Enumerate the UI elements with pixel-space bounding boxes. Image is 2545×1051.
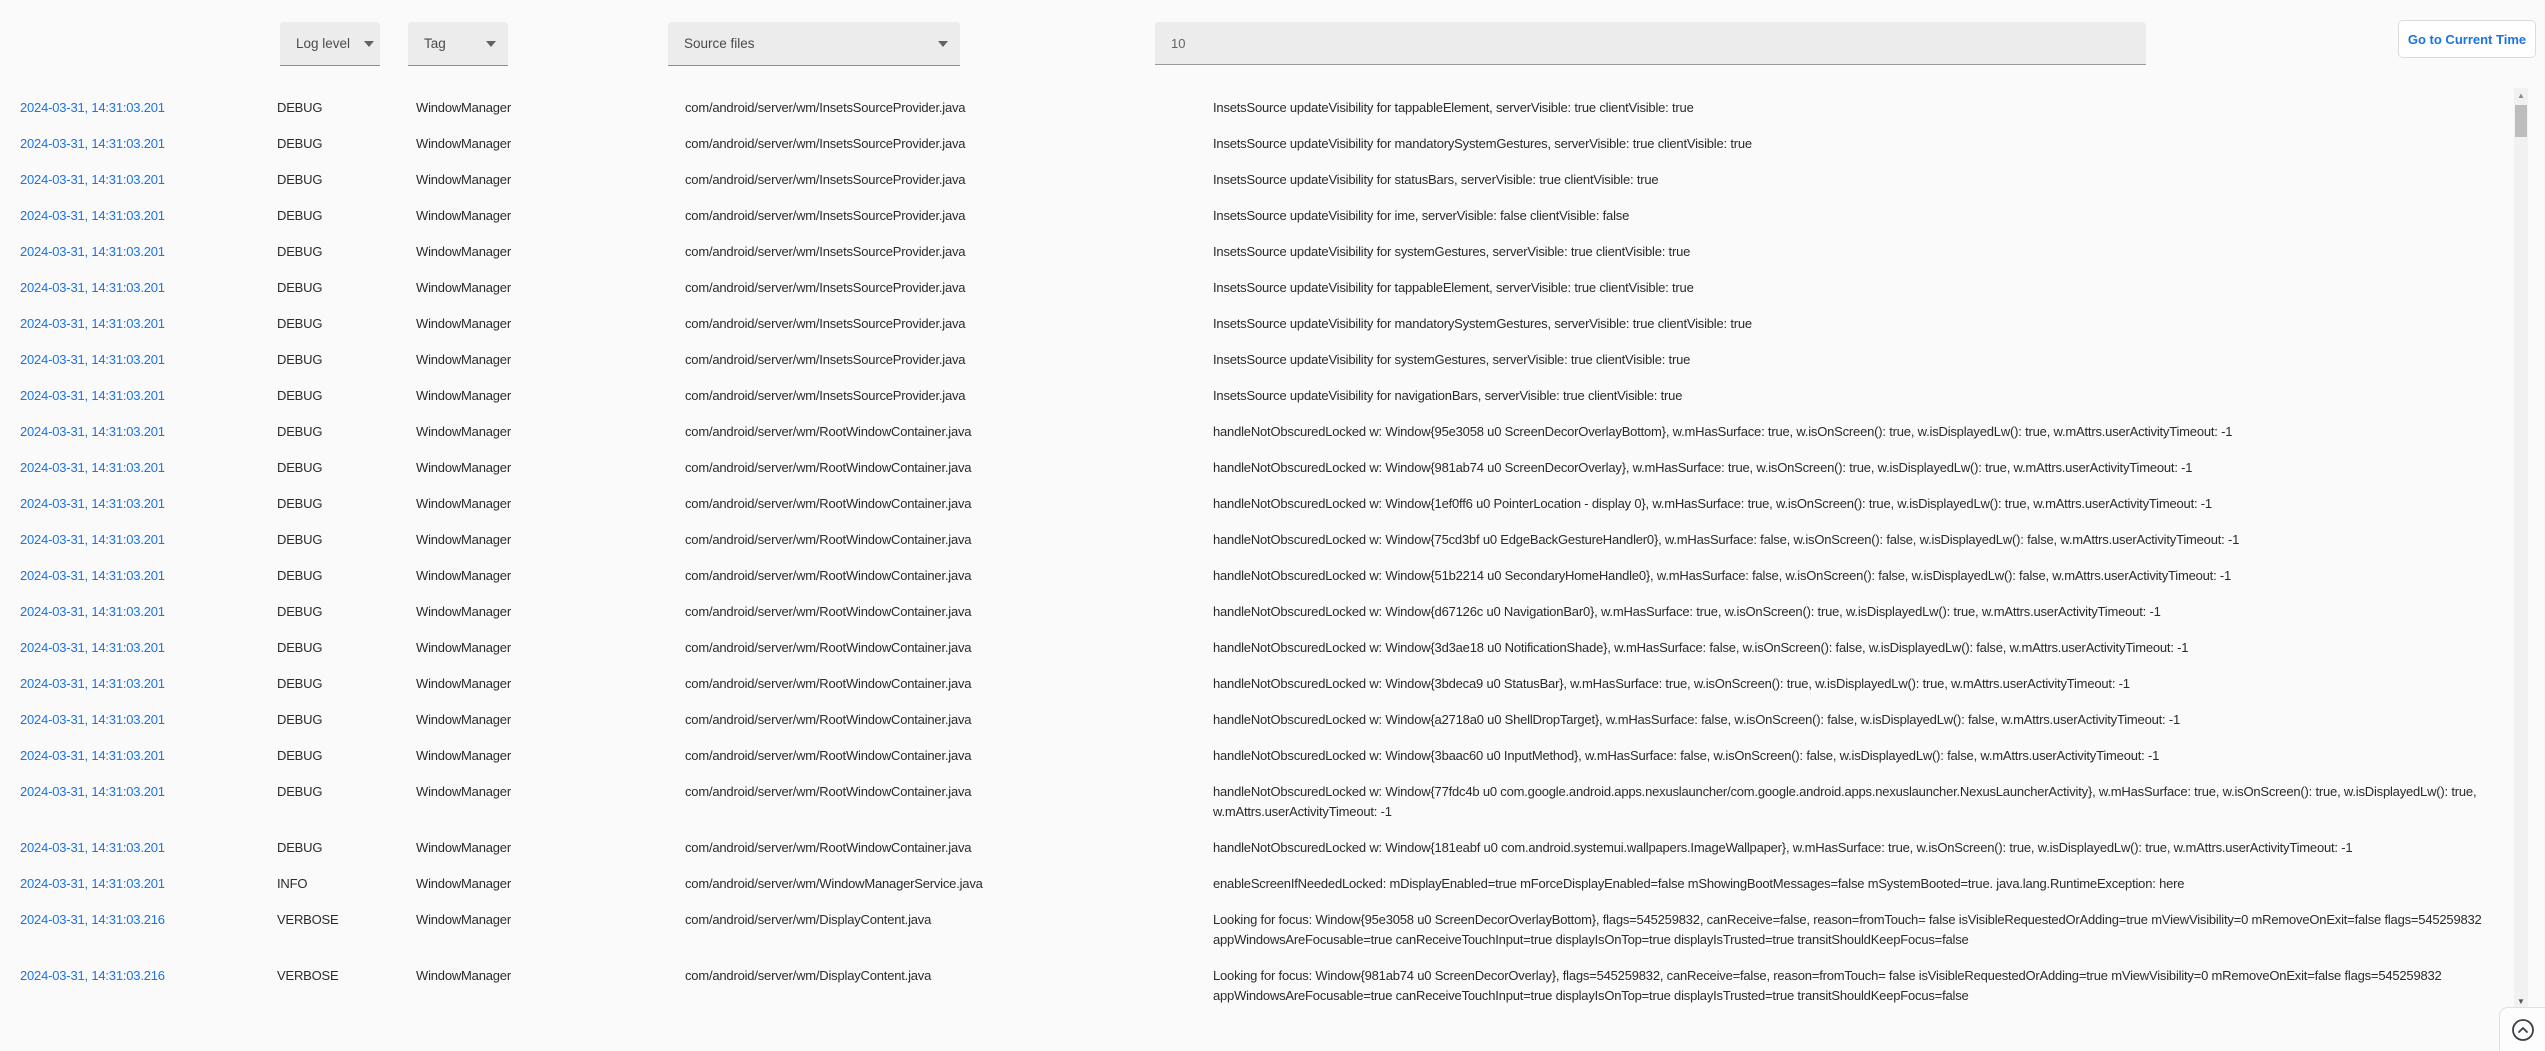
log-timestamp-link[interactable]: 2024-03-31, 14:31:03.201 [20, 280, 165, 295]
log-row [0, 486, 2545, 522]
log-row [0, 866, 2545, 902]
log-row [0, 774, 2545, 830]
log-row [0, 830, 2545, 866]
log-source-file: com/android/server/wm/InsetsSourceProvider.java [685, 208, 966, 223]
log-row [0, 738, 2545, 774]
log-tag: WindowManager [416, 316, 511, 331]
log-level: DEBUG [277, 640, 323, 655]
scroll-to-top-button[interactable] [2510, 1017, 2536, 1043]
source-files-select-label: Source files [684, 36, 755, 51]
log-level: VERBOSE [277, 912, 339, 927]
log-source-file: com/android/server/wm/InsetsSourceProvider.java [685, 136, 966, 151]
chevron-down-icon [938, 41, 948, 47]
log-source-file: com/android/server/wm/InsetsSourceProvider.java [685, 316, 966, 331]
log-message: InsetsSource updateVisibility for systemGestures, serverVisible: true clientVisible: true [1213, 352, 1691, 367]
log-level-select[interactable] [280, 22, 380, 66]
log-level: DEBUG [277, 388, 323, 403]
log-timestamp-link[interactable]: 2024-03-31, 14:31:03.201 [20, 840, 165, 855]
log-message: handleNotObscuredLocked w: Window{51b2214 u0 SecondaryHomeHandle0}, w.mHasSurface: false, w.isOnScreen(): false, w.isDisplayedLw(): false, w.mAttrs.userActivityTimeout: -1 [1213, 568, 2232, 583]
log-source-file: com/android/server/wm/RootWindowContainer.java [685, 840, 972, 855]
log-timestamp-link[interactable]: 2024-03-31, 14:31:03.201 [20, 876, 165, 891]
log-message: Looking for focus: Window{981ab74 u0 ScreenDecorOverlay}, flags=545259832, canReceive=false, reason=fromTouch= false isVisibleRequestedOrAdding=true mViewVisibility=0 mRemoveOnExit=false flags=545259832 appWindowsAreFocusable=true canReceiveTouchInput=true displayIsOnTop=true displayIsTrusted=true transitShouldKeepFocus=false [1213, 968, 2442, 1003]
log-message: InsetsSource updateVisibility for tappableElement, serverVisible: true clientVisible: true [1213, 100, 1694, 115]
log-level: DEBUG [277, 424, 323, 439]
log-tag: WindowManager [416, 568, 511, 583]
log-timestamp-link[interactable]: 2024-03-31, 14:31:03.216 [20, 968, 165, 983]
log-row [0, 126, 2545, 162]
log-message: handleNotObscuredLocked w: Window{95e3058 u0 ScreenDecorOverlayBottom}, w.mHasSurface: true, w.isOnScreen(): true, w.isDisplayedLw(): true, w.mAttrs.userActivityTimeout: -1 [1213, 424, 2233, 439]
log-tag: WindowManager [416, 208, 511, 223]
log-row [0, 378, 2545, 414]
log-timestamp-link[interactable]: 2024-03-31, 14:31:03.201 [20, 640, 165, 655]
log-timestamp-link[interactable]: 2024-03-31, 14:31:03.216 [20, 912, 165, 927]
log-tag: WindowManager [416, 876, 511, 891]
log-source-file: com/android/server/wm/RootWindowContainer.java [685, 784, 972, 799]
log-timestamp-link[interactable]: 2024-03-31, 14:31:03.201 [20, 316, 165, 331]
scrollbar-thumb[interactable] [2515, 105, 2527, 137]
log-tag: WindowManager [416, 280, 511, 295]
log-tag: WindowManager [416, 136, 511, 151]
log-timestamp-link[interactable]: 2024-03-31, 14:31:03.201 [20, 676, 165, 691]
log-tag: WindowManager [416, 748, 511, 763]
log-source-file: com/android/server/wm/DisplayContent.java [685, 912, 932, 927]
log-source-file: com/android/server/wm/RootWindowContainer.java [685, 676, 972, 691]
log-message: handleNotObscuredLocked w: Window{1ef0ff6 u0 PointerLocation - display 0}, w.mHasSurface: true, w.isOnScreen(): true, w.isDisplayedLw(): true, w.mAttrs.userActivityTimeout: -1 [1213, 496, 2212, 511]
log-tag: WindowManager [416, 840, 511, 855]
log-level: DEBUG [277, 676, 323, 691]
log-row [0, 270, 2545, 306]
log-row [0, 234, 2545, 270]
scrollbar-up-arrow-icon[interactable]: ▲ [2517, 90, 2525, 100]
log-message: Looking for focus: Window{95e3058 u0 ScreenDecorOverlayBottom}, flags=545259832, canReceive=false, reason=fromTouch= false isVisibleRequestedOrAdding=true mViewVisibility=0 mRemoveOnExit=false flags=545259832 appWindowsAreFocusable=true canReceiveTouchInput=true displayIsOnTop=true displayIsTrusted=true transitShouldKeepFocus=false [1213, 912, 2482, 947]
log-level: DEBUG [277, 784, 323, 799]
log-message: handleNotObscuredLocked w: Window{3d3ae18 u0 NotificationShade}, w.mHasSurface: false, w.isOnScreen(): false, w.isDisplayedLw(): false, w.mAttrs.userActivityTimeout: -1 [1213, 640, 2189, 655]
log-level: DEBUG [277, 316, 323, 331]
log-message: handleNotObscuredLocked w: Window{d67126c u0 NavigationBar0}, w.mHasSurface: true, w.isOnScreen(): true, w.isDisplayedLw(): true, w.mAttrs.userActivityTimeout: -1 [1213, 604, 2161, 619]
log-message: handleNotObscuredLocked w: Window{77fdc4b u0 com.google.android.apps.nexuslauncher/com.google.android.apps.nexuslauncher.NexusLauncherActivity}, w.mHasSurface: true, w.isOnScreen(): true, w.isDisplayedLw(): true, w.mAttrs.userActivityTimeout: -1 [1213, 784, 2477, 819]
log-timestamp-link[interactable]: 2024-03-31, 14:31:03.201 [20, 136, 165, 151]
tag-select[interactable] [408, 22, 508, 66]
log-timestamp-link[interactable]: 2024-03-31, 14:31:03.201 [20, 352, 165, 367]
log-level: DEBUG [277, 352, 323, 367]
log-timestamp-link[interactable]: 2024-03-31, 14:31:03.201 [20, 748, 165, 763]
log-row [0, 702, 2545, 738]
log-message: handleNotObscuredLocked w: Window{3bdeca9 u0 StatusBar}, w.mHasSurface: true, w.isOnScreen(): true, w.isDisplayedLw(): true, w.mAttrs.userActivityTimeout: -1 [1213, 676, 2130, 691]
log-level-select-label: Log level [296, 36, 351, 51]
log-message: InsetsSource updateVisibility for statusBars, serverVisible: true clientVisible: true [1213, 172, 1659, 187]
log-message: handleNotObscuredLocked w: Window{3baac60 u0 InputMethod}, w.mHasSurface: false, w.isOnScreen(): false, w.isDisplayedLw(): false, w.mAttrs.userActivityTimeout: -1 [1213, 748, 2160, 763]
log-tag: WindowManager [416, 100, 511, 115]
log-level: DEBUG [277, 136, 323, 151]
log-timestamp-link[interactable]: 2024-03-31, 14:31:03.201 [20, 208, 165, 223]
log-source-file: com/android/server/wm/InsetsSourceProvider.java [685, 388, 966, 403]
log-tag: WindowManager [416, 968, 511, 983]
log-timestamp-link[interactable]: 2024-03-31, 14:31:03.201 [20, 532, 165, 547]
log-source-file: com/android/server/wm/InsetsSourceProvider.java [685, 280, 966, 295]
log-level: DEBUG [277, 244, 323, 259]
log-tag: WindowManager [416, 640, 511, 655]
log-source-file: com/android/server/wm/InsetsSourceProvider.java [685, 244, 966, 259]
log-message: InsetsSource updateVisibility for ime, serverVisible: false clientVisible: false [1213, 208, 1630, 223]
log-row [0, 666, 2545, 702]
log-level: DEBUG [277, 100, 323, 115]
log-level: DEBUG [277, 280, 323, 295]
log-timestamp-link[interactable]: 2024-03-31, 14:31:03.201 [20, 424, 165, 439]
go-to-current-time-button[interactable]: Go to Current Time [2398, 20, 2536, 58]
log-tag: WindowManager [416, 784, 511, 799]
log-tag: WindowManager [416, 604, 511, 619]
log-level: DEBUG [277, 208, 323, 223]
log-tag: WindowManager [416, 172, 511, 187]
log-message: handleNotObscuredLocked w: Window{a2718a0 u0 ShellDropTarget}, w.mHasSurface: false, w.isOnScreen(): false, w.isDisplayedLw(): false, w.mAttrs.userActivityTimeout: -1 [1213, 712, 2181, 727]
log-row [0, 958, 2545, 1014]
log-tag: WindowManager [416, 388, 511, 403]
log-source-file: com/android/server/wm/RootWindowContainer.java [685, 748, 972, 763]
log-message: InsetsSource updateVisibility for tappableElement, serverVisible: true clientVisible: true [1213, 280, 1694, 295]
log-row [0, 414, 2545, 450]
log-message: handleNotObscuredLocked w: Window{75cd3bf u0 EdgeBackGestureHandler0}, w.mHasSurface: false, w.isOnScreen(): false, w.isDisplayedLw(): false, w.mAttrs.userActivityTimeout: -1 [1213, 532, 2240, 547]
log-timestamp-link[interactable]: 2024-03-31, 14:31:03.201 [20, 244, 165, 259]
limit-input[interactable] [1155, 22, 2146, 65]
log-source-file: com/android/server/wm/RootWindowContainer.java [685, 712, 972, 727]
chevron-down-icon [486, 41, 496, 47]
log-level: DEBUG [277, 840, 323, 855]
log-timestamp-link[interactable]: 2024-03-31, 14:31:03.201 [20, 712, 165, 727]
log-level: DEBUG [277, 712, 323, 727]
log-message: handleNotObscuredLocked w: Window{181eabf u0 com.android.systemui.wallpapers.ImageWallpaper}, w.mHasSurface: true, w.isOnScreen(): true, w.isDisplayedLw(): true, w.mAttrs.userActivityTimeout: -1 [1213, 840, 2353, 855]
log-source-file: com/android/server/wm/RootWindowContainer.java [685, 640, 972, 655]
log-row [0, 594, 2545, 630]
log-tag: WindowManager [416, 352, 511, 367]
log-row [0, 450, 2545, 486]
log-message: enableScreenIfNeededLocked: mDisplayEnabled=true mForceDisplayEnabled=false mShowingBootMessages=false mSystemBooted=true. java.lang.RuntimeException: here [1213, 876, 2185, 891]
log-source-file: com/android/server/wm/InsetsSourceProvider.java [685, 100, 966, 115]
bottom-right-panel [2499, 1007, 2545, 1051]
log-source-file: com/android/server/wm/RootWindowContainer.java [685, 568, 972, 583]
tag-select-label: Tag [424, 36, 446, 51]
log-source-file: com/android/server/wm/DisplayContent.java [685, 968, 932, 983]
log-timestamp-link[interactable]: 2024-03-31, 14:31:03.201 [20, 784, 165, 799]
vertical-scrollbar[interactable] [2514, 88, 2528, 1008]
log-level: DEBUG [277, 172, 323, 187]
log-timestamp-link[interactable]: 2024-03-31, 14:31:03.201 [20, 460, 165, 475]
log-tag: WindowManager [416, 532, 511, 547]
log-level: DEBUG [277, 496, 323, 511]
log-level: VERBOSE [277, 968, 339, 983]
log-level: DEBUG [277, 532, 323, 547]
log-timestamp-link[interactable]: 2024-03-31, 14:31:03.201 [20, 604, 165, 619]
log-row [0, 630, 2545, 666]
log-list [0, 90, 2545, 1014]
log-timestamp-link[interactable]: 2024-03-31, 14:31:03.201 [20, 568, 165, 583]
log-source-file: com/android/server/wm/RootWindowContainer.java [685, 496, 972, 511]
log-tag: WindowManager [416, 460, 511, 475]
log-level: DEBUG [277, 604, 323, 619]
log-timestamp-link[interactable]: 2024-03-31, 14:31:03.201 [20, 496, 165, 511]
log-tag: WindowManager [416, 244, 511, 259]
log-tag: WindowManager [416, 912, 511, 927]
log-message: handleNotObscuredLocked w: Window{981ab74 u0 ScreenDecorOverlay}, w.mHasSurface: true, w.isOnScreen(): true, w.isDisplayedLw(): true, w.mAttrs.userActivityTimeout: -1 [1213, 460, 2193, 475]
log-row [0, 522, 2545, 558]
log-source-file: com/android/server/wm/RootWindowContainer.java [685, 532, 972, 547]
source-files-select[interactable] [668, 22, 960, 66]
log-source-file: com/android/server/wm/RootWindowContainer.java [685, 424, 972, 439]
log-row [0, 198, 2545, 234]
log-message: InsetsSource updateVisibility for mandatorySystemGestures, serverVisible: true clientVisible: true [1213, 316, 1752, 331]
log-source-file: com/android/server/wm/InsetsSourceProvider.java [685, 352, 966, 367]
log-row [0, 558, 2545, 594]
log-message: InsetsSource updateVisibility for systemGestures, serverVisible: true clientVisible: true [1213, 244, 1691, 259]
scrollbar-down-arrow-icon[interactable]: ▼ [2517, 996, 2525, 1006]
log-row [0, 162, 2545, 198]
log-message: InsetsSource updateVisibility for navigationBars, serverVisible: true clientVisible: true [1213, 388, 1683, 403]
log-tag: WindowManager [416, 676, 511, 691]
log-level: INFO [277, 876, 308, 891]
log-message: InsetsSource updateVisibility for mandatorySystemGestures, serverVisible: true clientVisible: true [1213, 136, 1752, 151]
chevron-down-icon [364, 41, 374, 47]
log-row [0, 90, 2545, 126]
log-row [0, 306, 2545, 342]
chevron-up-circle-icon [2511, 1018, 2535, 1042]
log-source-file: com/android/server/wm/RootWindowContainer.java [685, 604, 972, 619]
log-row [0, 902, 2545, 958]
log-level: DEBUG [277, 460, 323, 475]
log-level: DEBUG [277, 568, 323, 583]
log-source-file: com/android/server/wm/RootWindowContainer.java [685, 460, 972, 475]
log-tag: WindowManager [416, 712, 511, 727]
log-tag: WindowManager [416, 496, 511, 511]
log-timestamp-link[interactable]: 2024-03-31, 14:31:03.201 [20, 172, 165, 187]
filter-toolbar [0, 0, 2545, 90]
log-tag: WindowManager [416, 424, 511, 439]
log-row [0, 342, 2545, 378]
log-source-file: com/android/server/wm/InsetsSourceProvider.java [685, 172, 966, 187]
log-level: DEBUG [277, 748, 323, 763]
log-timestamp-link[interactable]: 2024-03-31, 14:31:03.201 [20, 388, 165, 403]
log-timestamp-link[interactable]: 2024-03-31, 14:31:03.201 [20, 100, 165, 115]
log-source-file: com/android/server/wm/WindowManagerService.java [685, 876, 983, 891]
